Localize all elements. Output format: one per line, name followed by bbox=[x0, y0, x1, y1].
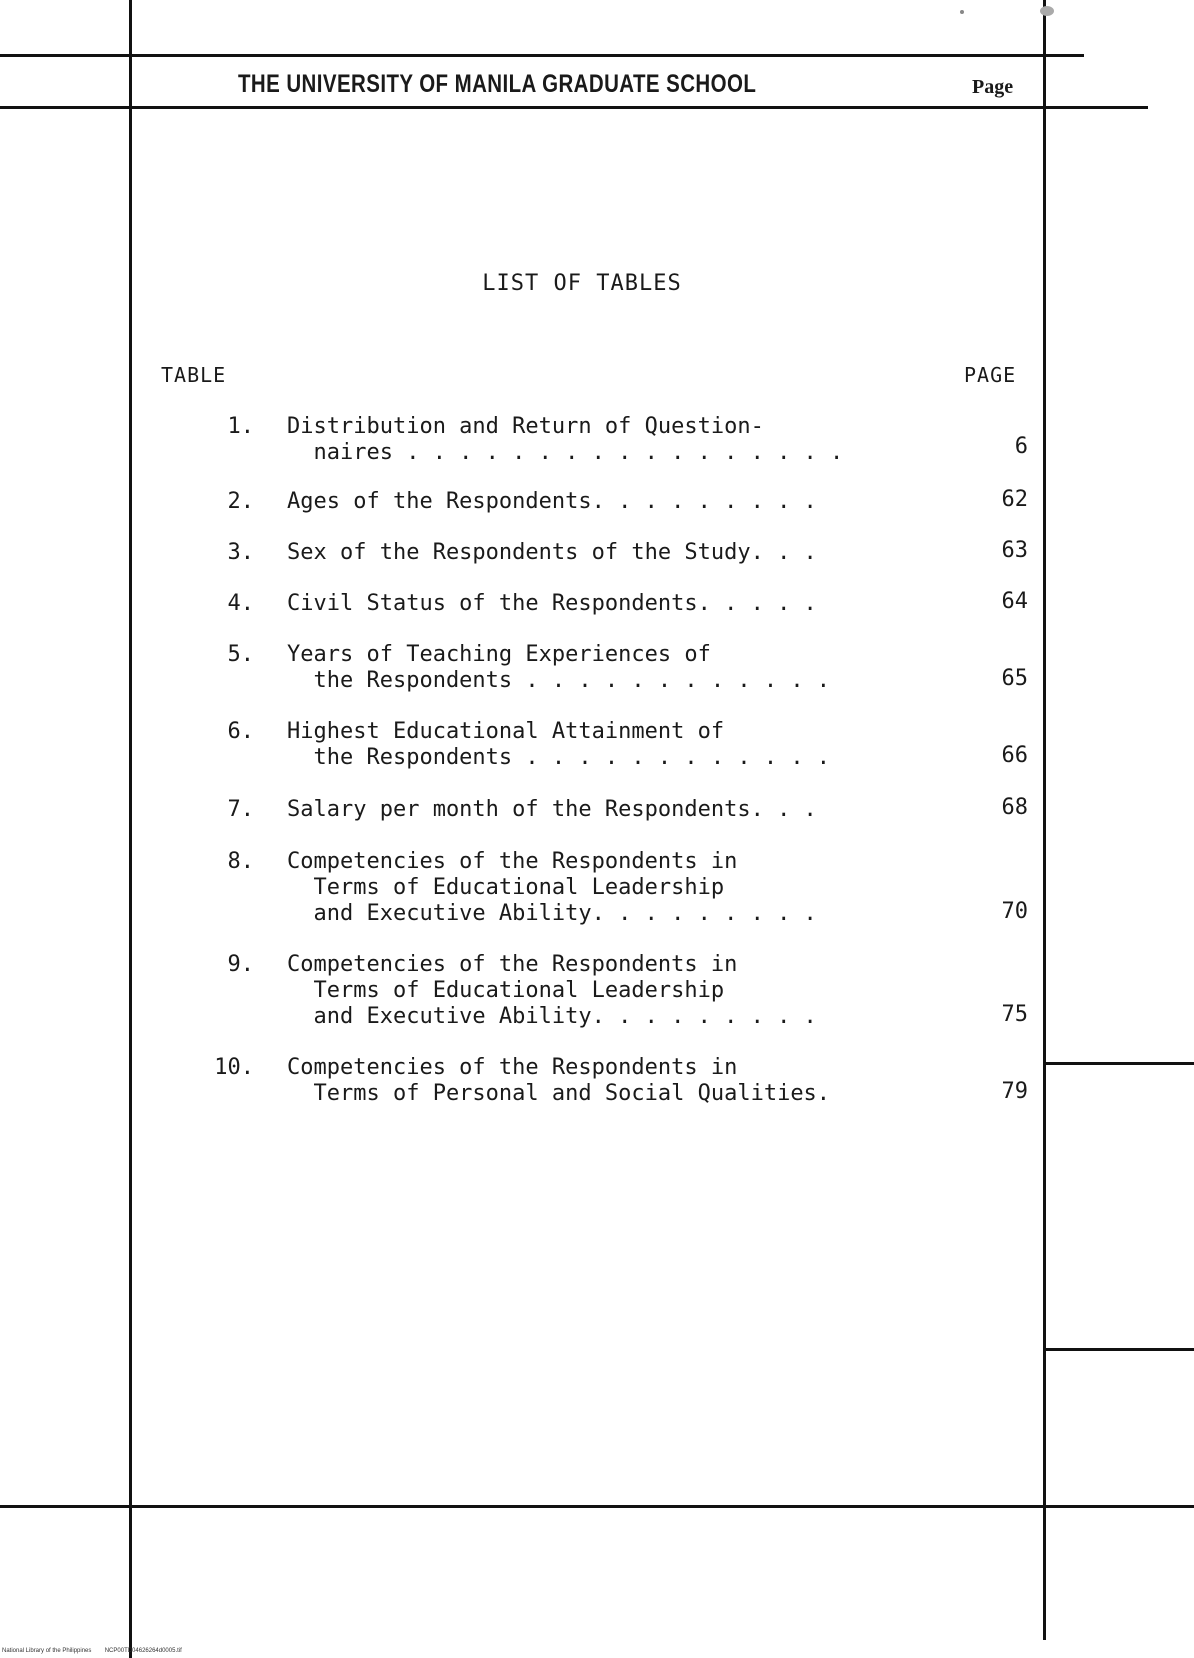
entry-number: 4. bbox=[227, 591, 254, 616]
right-edge-mark-lower bbox=[1046, 1348, 1194, 1351]
right-edge-mark-upper bbox=[1046, 1062, 1194, 1065]
entry-title: Salary per month of the Respondents. . . bbox=[287, 797, 817, 822]
header-underline-rule bbox=[0, 106, 1148, 109]
entry-page: 63 bbox=[1001, 538, 1028, 563]
entry-number: 6. bbox=[227, 719, 254, 744]
entry-page: 68 bbox=[1001, 795, 1028, 820]
entry-title: Ages of the Respondents. . . . . . . . . bbox=[287, 489, 817, 514]
page-label: Page bbox=[972, 76, 1014, 98]
entry-title: Civil Status of the Respondents. . . . . bbox=[287, 591, 817, 616]
entry-number: 5. bbox=[227, 642, 254, 667]
entry-number: 9. bbox=[227, 952, 254, 977]
entry-page: 62 bbox=[1001, 487, 1028, 512]
entry-number: 8. bbox=[227, 849, 254, 874]
entry-title: Highest Educational Attainment of the Respondents . . . . . . . . . . . . bbox=[287, 719, 831, 770]
top-border-rule bbox=[0, 54, 1084, 57]
entry-title: Sex of the Respondents of the Study. . . bbox=[287, 540, 817, 565]
entry-title: Years of Teaching Experiences of the Respondents . . . . . . . . . . . . bbox=[287, 642, 831, 693]
entry-page: 79 bbox=[1001, 1079, 1028, 1104]
entry-number: 7. bbox=[227, 797, 254, 822]
scan-speck bbox=[960, 10, 964, 14]
entry-page: 66 bbox=[1001, 743, 1028, 768]
institution-header: THE UNIVERSITY OF MANILA GRADUATE SCHOOL bbox=[238, 70, 757, 98]
scan-speck bbox=[1040, 6, 1054, 16]
scan-footer-note: National Library of the Philippines NCP00TD04626264d0005.tif bbox=[2, 1648, 182, 1654]
entry-number: 2. bbox=[227, 489, 254, 514]
entry-page: 64 bbox=[1001, 589, 1028, 614]
column-heading-table: TABLE bbox=[161, 363, 227, 387]
left-margin-rule bbox=[129, 0, 132, 1658]
entry-number: 3. bbox=[227, 540, 254, 565]
column-heading-page: PAGE bbox=[964, 363, 1017, 387]
entry-page: 6 bbox=[1014, 434, 1028, 459]
right-margin-rule bbox=[1043, 0, 1046, 1640]
entry-title: Distribution and Return of Question- naires . . . . . . . . . . . . . . . . . bbox=[287, 414, 844, 465]
entry-page: 70 bbox=[1001, 899, 1028, 924]
entry-title: Competencies of the Respondents in Terms of Educational Leadership and Executive Ability. . . . . . . . . bbox=[287, 849, 817, 926]
entry-number: 1. bbox=[227, 414, 254, 439]
bottom-border-rule bbox=[0, 1505, 1194, 1508]
entry-title: Competencies of the Respondents in Terms of Personal and Social Qualities. bbox=[287, 1055, 831, 1106]
entry-page: 75 bbox=[1001, 1002, 1028, 1027]
entry-title: Competencies of the Respondents in Terms of Educational Leadership and Executive Ability. . . . . . . . . bbox=[287, 952, 817, 1029]
entry-number: 10. bbox=[214, 1055, 254, 1080]
list-of-tables-title: LIST OF TABLES bbox=[482, 271, 682, 296]
entry-page: 65 bbox=[1001, 666, 1028, 691]
